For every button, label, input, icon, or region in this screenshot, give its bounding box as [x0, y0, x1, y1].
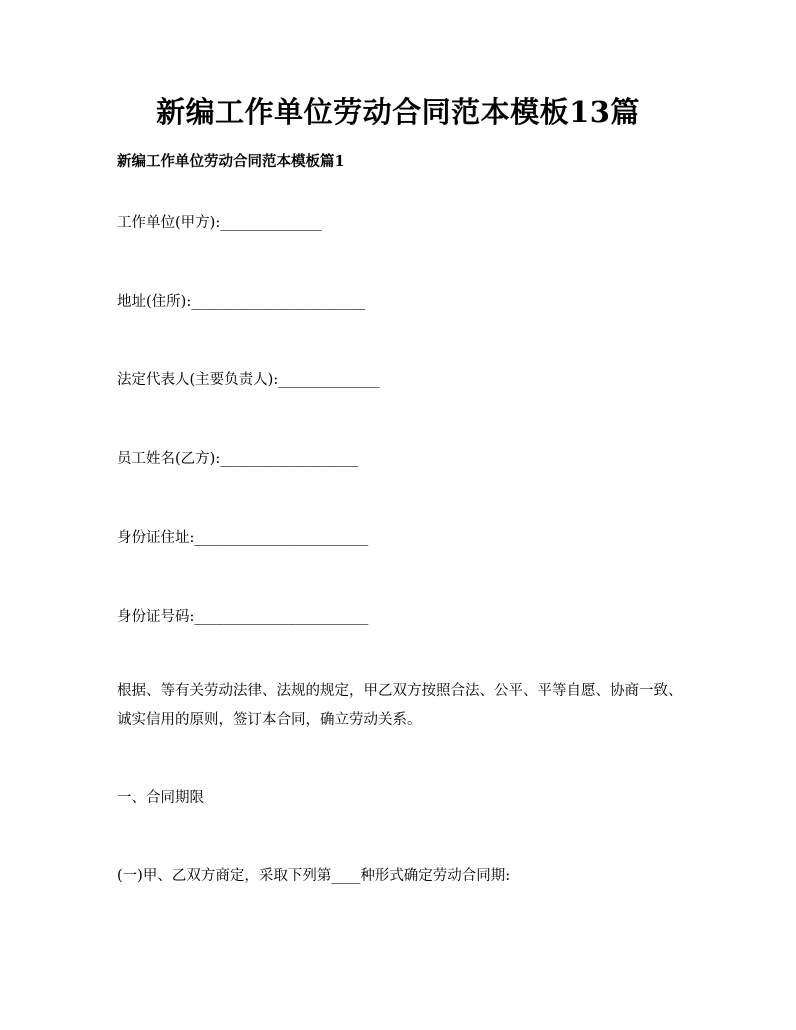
- id-address-field: 身份证住址:________________________: [117, 530, 369, 546]
- clause-heading: 一、合同期限: [117, 790, 204, 806]
- clause-item: (一)甲、乙双方商定，采取下列第____种形式确定劳动合同期:: [117, 868, 511, 884]
- section-title: 新编工作单位劳动合同范本模板篇1: [117, 153, 345, 170]
- intro-paragraph: 根据、等有关劳动法律、法规的规定，甲乙双方按照合法、公平、平等自愿、协商一致、诚实信用的原则，签订本合同，确立劳动关系。: [117, 683, 683, 728]
- employee-name-field: 员工姓名(乙方):___________________: [117, 451, 358, 467]
- document-title: 新编工作单位劳动合同范本模板13篇: [156, 95, 640, 129]
- employer-field: 工作单位(甲方):______________: [117, 215, 322, 231]
- address-field: 地址(住所):________________________: [117, 294, 366, 310]
- id-number-field: 身份证号码:________________________: [117, 609, 369, 625]
- legal-rep-field: 法定代表人(主要负责人):______________: [117, 372, 380, 388]
